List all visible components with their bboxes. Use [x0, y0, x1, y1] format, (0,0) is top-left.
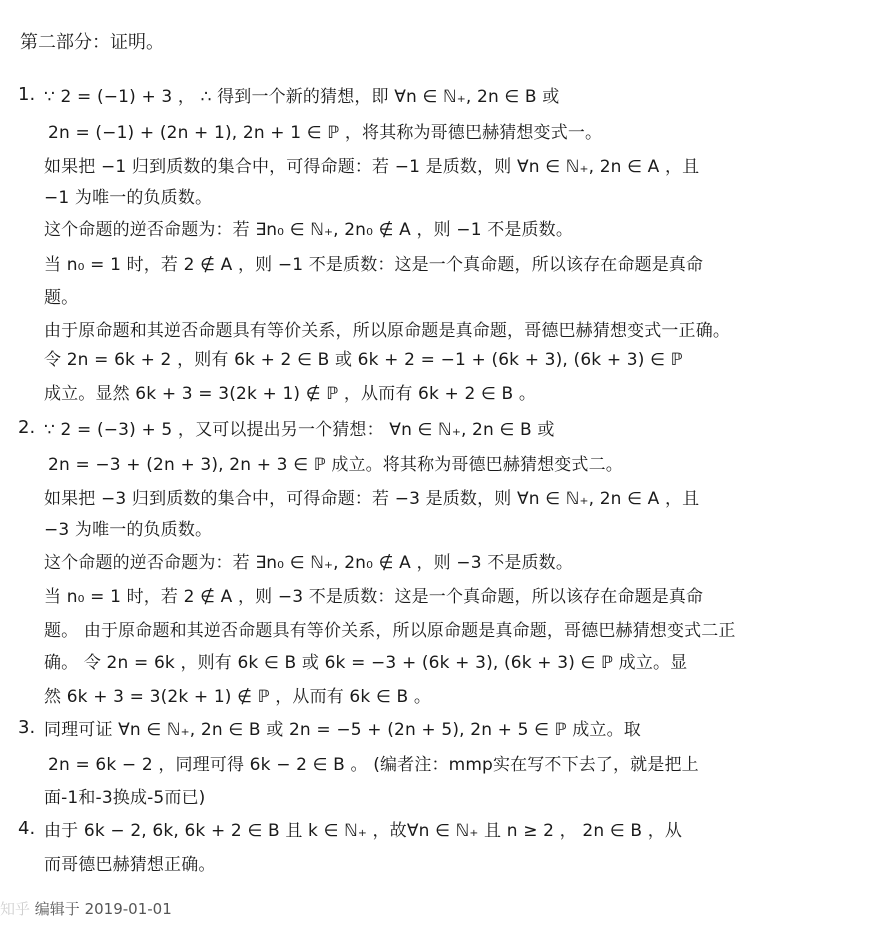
item-number: 1. [18, 84, 36, 105]
watermark: 知乎 [0, 900, 31, 918]
proof-line: 2n = 6k − 2 ，同理可得 6k − 2 ∈ B 。 (编者注：mmp实在写不下去了，就是把上 [48, 755, 699, 775]
proof-line: 2n = −3 + (2n + 3), 2n + 3 ∈ ℙ 成立。将其称为哥德巴赫猜想变式二。 [48, 455, 623, 475]
proof-line: 如果把 −3 归到质数的集合中，可得命题：若 −3 是质数，则 ∀n ∈ ℕ₊, 2n ∈ A ，且 [44, 489, 700, 509]
proof-line: 2n = (−1) + (2n + 1), 2n + 1 ∈ ℙ ，将其称为哥德巴赫猜想变式一。 [48, 123, 603, 143]
edit-date: 编辑于 2019-01-01 [34, 900, 172, 918]
proof-line: 当 n₀ = 1 时，若 2 ∉ A ，则 −3 不是质数：这是一个真命题，所以该存在命题是真命 [44, 587, 704, 607]
item-number: 4. [18, 818, 36, 839]
proof-line: 由于 6k − 2, 6k, 6k + 2 ∈ B 且 k ∈ ℕ₊ ，故∀n ∈ ℕ₊ 且 n ≥ 2 ， 2n ∈ B ，从 [44, 821, 683, 841]
proof-line: 这个命题的逆否命题为：若 ∃n₀ ∈ ℕ₊, 2n₀ ∉ A ，则 −3 不是质数。 [44, 553, 573, 573]
proof-line: 同理可证 ∀n ∈ ℕ₊, 2n ∈ B 或 2n = −5 + (2n + 5), 2n + 5 ∈ ℙ 成立。取 [44, 720, 641, 740]
proof-line: 然 6k + 3 = 3(2k + 1) ∉ ℙ ，从而有 6k ∈ B 。 [44, 687, 431, 707]
proof-line: ∵ 2 = (−1) + 3 ， ∴ 得到一个新的猜想，即 ∀n ∈ ℕ₊, 2n ∈ B 或 [44, 87, 560, 107]
proof-line: 面-1和-3换成-5而已) [44, 788, 206, 808]
proof-line: 题。 由于原命题和其逆否命题具有等价关系，所以原命题是真命题，哥德巴赫猜想变式二正 [44, 621, 736, 641]
item-number: 3. [18, 717, 36, 738]
section-heading: 第二部分：证明。 [20, 32, 164, 53]
proof-line: 确。 令 2n = 6k ，则有 6k ∈ B 或 6k = −3 + (6k + 3), (6k + 3) ∈ ℙ 成立。显 [44, 653, 688, 673]
proof-line: 当 n₀ = 1 时，若 2 ∉ A ，则 −1 不是质数：这是一个真命题，所以该存在命题是真命 [44, 255, 704, 275]
proof-line: 成立。显然 6k + 3 = 3(2k + 1) ∉ ℙ ，从而有 6k + 2 ∈ B 。 [44, 384, 537, 404]
proof-line: 如果把 −1 归到质数的集合中，可得命题：若 −1 是质数，则 ∀n ∈ ℕ₊, 2n ∈ A ，且 [44, 157, 700, 177]
proof-line: ∵ 2 = (−3) + 5 ，又可以提出另一个猜想： ∀n ∈ ℕ₊, 2n ∈ B 或 [44, 420, 555, 440]
proof-line: −3 为唯一的负质数。 [44, 520, 213, 540]
proof-line: 这个命题的逆否命题为：若 ∃n₀ ∈ ℕ₊, 2n₀ ∉ A ，则 −1 不是质数。 [44, 220, 573, 240]
footer [0, 898, 172, 919]
proof-line: 令 2n = 6k + 2 ，则有 6k + 2 ∈ B 或 6k + 2 = −1 + (6k + 3), (6k + 3) ∈ ℙ [44, 350, 683, 370]
proof-line: 而哥德巴赫猜想正确。 [44, 855, 216, 875]
proof-line: −1 为唯一的负质数。 [44, 188, 213, 208]
item-number: 2. [18, 417, 36, 438]
proof-line: 由于原命题和其逆否命题具有等价关系，所以原命题是真命题，哥德巴赫猜想变式一正确。 [44, 321, 730, 341]
proof-line: 题。 [44, 288, 79, 308]
